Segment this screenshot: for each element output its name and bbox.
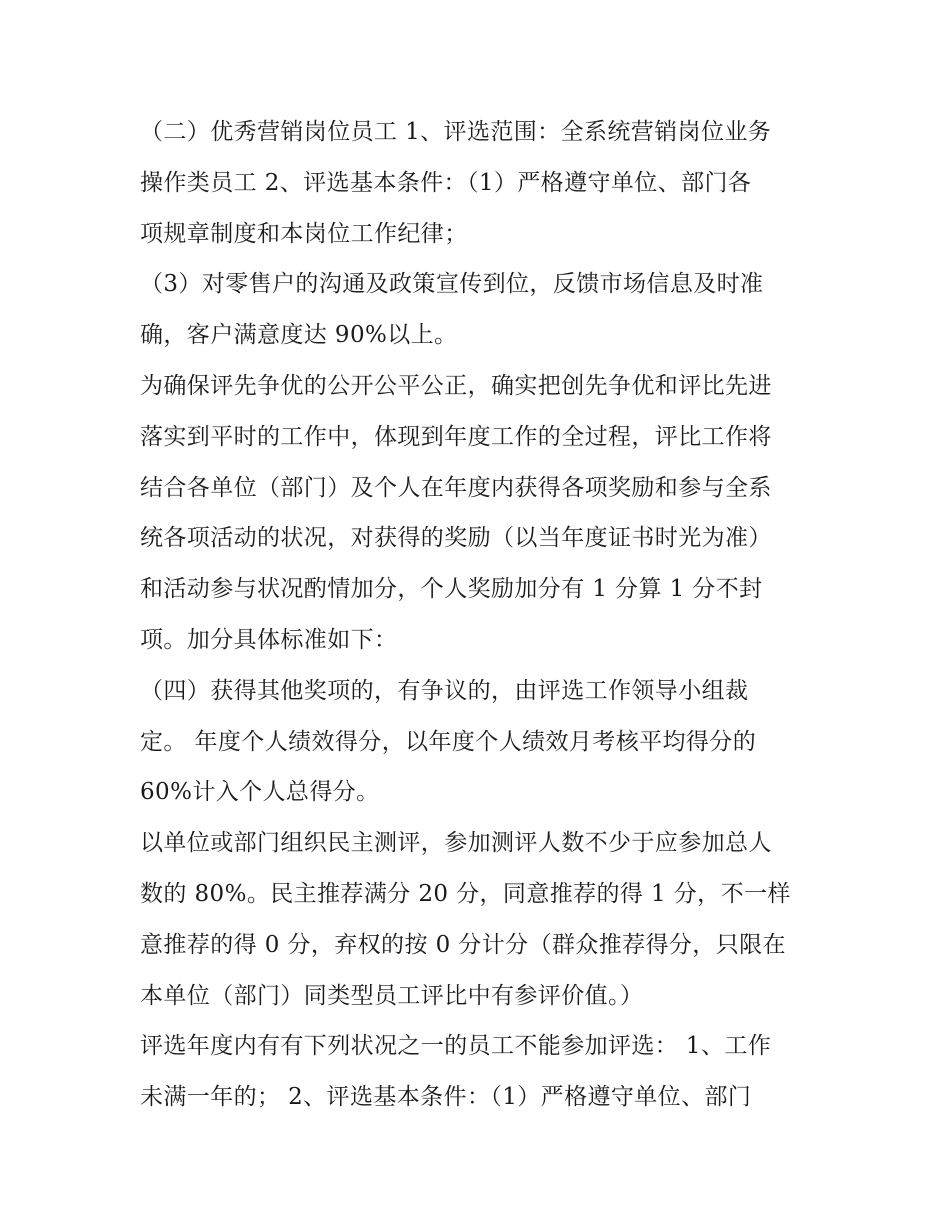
text-line: （3）对零售户的沟通及政策宣传到位，反馈市场信息及时准: [140, 271, 764, 298]
paragraph-other-awards: [140, 666, 820, 818]
text-line: 60%计入个人总得分。: [140, 779, 380, 806]
text-line: 落实到平时的工作中，体现到年度工作的全过程，评比工作将: [140, 423, 772, 450]
text-line: 未满一年的； 2、评选基本条件：（1）严格遵守单位、部门: [140, 1084, 752, 1111]
text-line: （二）优秀营销岗位员工 1、评选范围：全系统营销岗位业务: [140, 119, 772, 145]
paragraph-evaluation-fairness: [140, 361, 820, 666]
text-line: 意推荐的得 0 分，弃权的按 0 分计分（群众推荐得分，只限在: [140, 931, 786, 958]
text-line: 以单位或部门组织民主测评，参加测评人数不少于应参加总人: [140, 830, 772, 857]
paragraph-retailer-communication: [140, 259, 820, 361]
text-line: 统各项活动的状况，对获得的奖励（以当年度证书时光为准）: [140, 525, 772, 552]
text-line: 本单位（部门）同类型员工评比中有参评价值。）: [140, 982, 644, 1009]
text-line: 数的 80%。民主推荐满分 20 分，同意推荐的得 1 分，不一样: [140, 880, 791, 907]
text-line: 操作类员工 2、评选基本条件：（1）严格遵守单位、部门各: [140, 169, 752, 196]
paragraph-ineligibility: [140, 1021, 820, 1123]
text-line: 结合各单位（部门）及个人在年度内获得各项奖励和参与全系: [140, 474, 772, 501]
document-body: [140, 107, 820, 1123]
paragraph-democratic-evaluation: [140, 818, 820, 1021]
text-line: 确，客户满意度达 90%以上。: [140, 322, 458, 349]
text-line: 为确保评先争优的公开公平公正，确实把创先争优和评比先进: [140, 372, 772, 399]
text-line: 和活动参与状况酌情加分，个人奖励加分有 1 分算 1 分不封: [140, 576, 763, 603]
text-line: 项。加分具体标准如下：: [140, 626, 398, 653]
text-line: 评选年度内有有下列状况之一的员工不能参加评选： 1、工作: [140, 1033, 772, 1060]
text-line: 项规章制度和本岗位工作纪律；: [140, 220, 468, 247]
text-line: （四）获得其他奖项的，有争议的，由评选工作领导小组裁: [140, 677, 749, 704]
paragraph-outstanding-marketing-staff: [140, 107, 820, 259]
text-line: 定。 年度个人绩效得分，以年度个人绩效月考核平均得分的: [140, 728, 757, 755]
